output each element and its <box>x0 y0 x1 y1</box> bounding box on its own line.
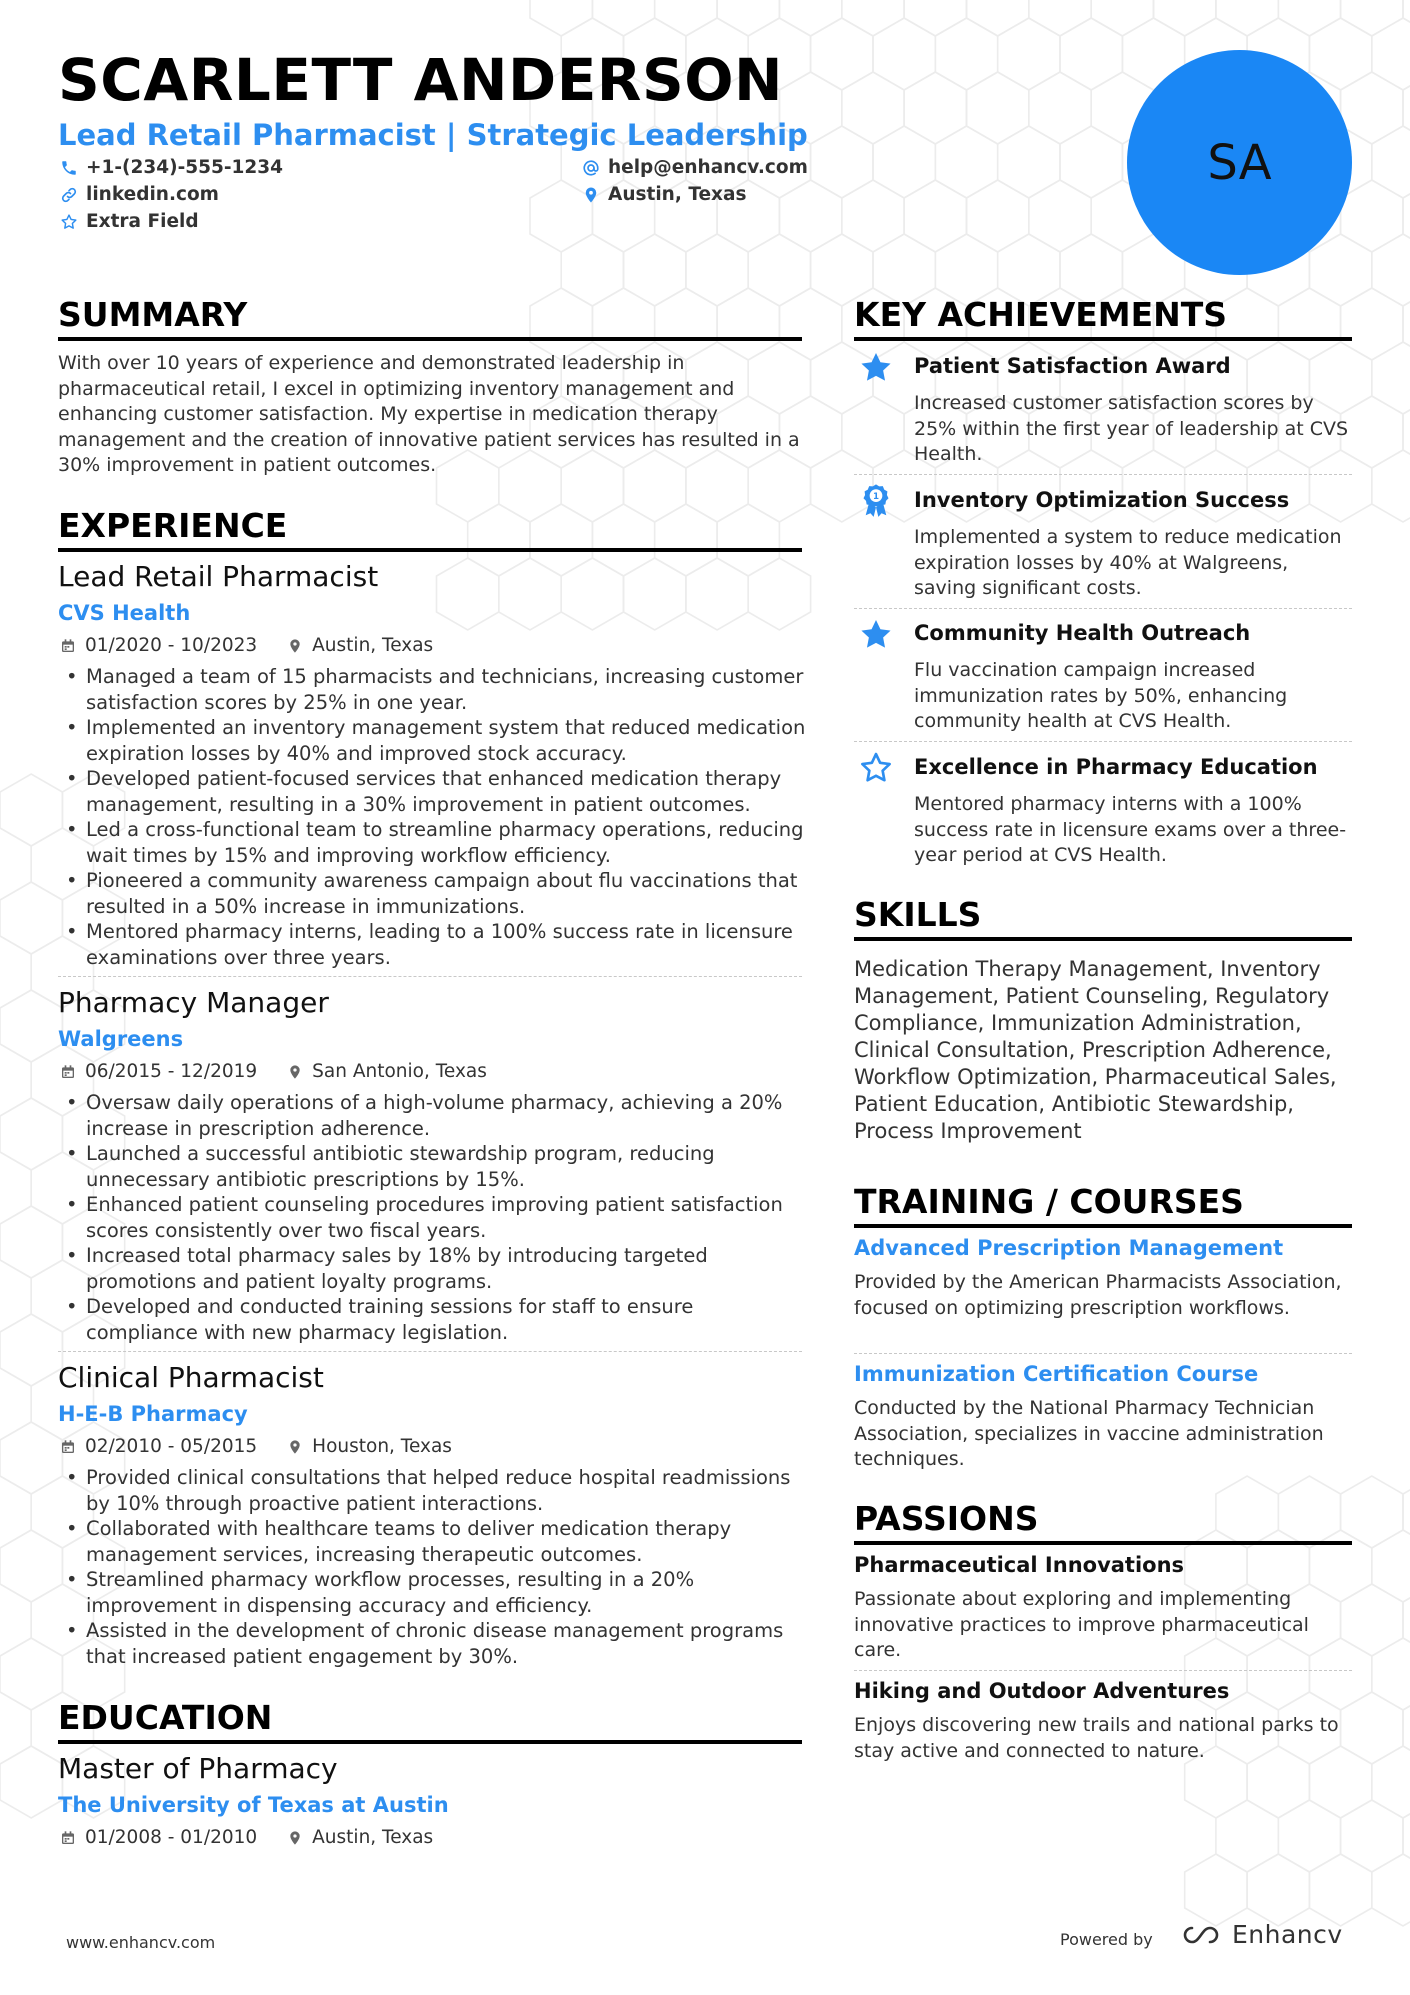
hexagon-pattern-cell <box>1029 72 1091 144</box>
achievement-title: Community Health Outreach <box>914 621 1251 645</box>
passions-rule <box>854 1541 1352 1545</box>
job-bullet: • Increased total pharmacy sales by 18% by introducing targeted promotions and patient loyalty programs. <box>58 1243 806 1294</box>
hexagon-pattern-cell <box>1154 0 1216 36</box>
hexagon-pattern-cell <box>1372 18 1410 90</box>
hexagon-pattern-cell <box>967 72 1029 144</box>
hexagon-pattern-cell <box>561 558 623 630</box>
job-bullet: • Pioneered a community awareness campaign about flu vaccinations that resulted in a 50% increase in immunizations. <box>58 868 806 919</box>
hexagon-pattern-cell <box>1372 1854 1410 1926</box>
hexagon-pattern-cell <box>1029 180 1091 252</box>
candidate-name: SCARLETT ANDERSON <box>58 46 784 114</box>
hexagon-pattern-cell <box>998 18 1060 90</box>
hexagon-pattern-cell <box>0 882 62 954</box>
hexagon-pattern-cell <box>0 936 31 1008</box>
experience-heading: EXPERIENCE <box>58 506 288 545</box>
hexagon-pattern-cell <box>1372 126 1410 198</box>
brand-logo[interactable] <box>1178 1920 1343 1949</box>
job-meta <box>60 1436 452 1457</box>
hexagon-pattern-cell <box>967 0 1029 36</box>
candidate-headline: Lead Retail Pharmacist | Strategic Leadership <box>58 118 808 152</box>
summary-text: With over 10 years of experience and demonstrated leadership in pharmaceutical retail, I excel in optimizing inventory management and enhancing customer satisfaction. My expertise in medication therapy management and the creation of innovative patient services has resulted in a 30% improvement in patient outcomes. <box>58 352 800 476</box>
hexagon-pattern-cell <box>0 990 62 1062</box>
hexagon-pattern-cell <box>1309 1854 1371 1926</box>
hexagon-pattern-cell <box>0 774 62 846</box>
hexagon-pattern-cell <box>1372 1530 1410 1602</box>
phone-icon <box>60 159 78 177</box>
course-text: Conducted by the National Pharmacy Technician Association, specializes in vaccine administration techniques. <box>854 1397 1324 1470</box>
hexagon-pattern-cell <box>748 234 810 306</box>
hexagon-pattern-cell <box>1403 1800 1410 1872</box>
contact-email[interactable] <box>582 157 808 178</box>
job-meta <box>60 635 433 656</box>
hexagon-pattern-cell <box>1247 1854 1309 1926</box>
job-bullet: • Collaborated with healthcare teams to deliver medication therapy management services, increasing therapeutic outcomes. <box>58 1516 806 1567</box>
job-bullets <box>58 1090 806 1345</box>
hexagon-pattern-cell <box>842 0 904 36</box>
job-bullet: • Enhanced patient counseling procedures improving patient satisfaction scores consistently over two fiscal years. <box>58 1192 806 1243</box>
calendar-icon <box>60 1830 76 1846</box>
hexagon-pattern-cell <box>779 0 841 36</box>
brand-name: Enhancv <box>1232 1920 1343 1949</box>
education-rule <box>58 1740 802 1744</box>
hexagon-pattern-cell <box>904 72 966 144</box>
education-school: The University of Texas at Austin <box>58 1793 449 1817</box>
location-pin-icon <box>287 1830 303 1846</box>
job-bullet: • Oversaw daily operations of a high-volume pharmacy, achieving a 20% increase in prescription adherence. <box>58 1090 806 1141</box>
hexagon-pattern-cell <box>1341 288 1403 360</box>
contact-phone-text: +1-(234)-555-1234 <box>86 157 284 178</box>
hexagon-pattern-cell <box>686 234 748 306</box>
hexagon-pattern-cell <box>935 126 997 198</box>
hexagon-pattern-cell <box>0 1638 62 1710</box>
education-heading: EDUCATION <box>58 1698 273 1737</box>
summary-rule <box>58 337 802 341</box>
avatar-initials: SA <box>1207 134 1272 191</box>
hexagon-pattern-cell <box>779 288 841 360</box>
job-location: Austin, Texas <box>312 635 434 656</box>
achievement-title: Inventory Optimization Success <box>914 488 1290 512</box>
hexagon-pattern-cell <box>499 558 561 630</box>
job-location: San Antonio, Texas <box>312 1061 487 1082</box>
award-ribbon-icon <box>857 482 895 520</box>
achievement-text: Implemented a system to reduce medication expiration losses by 40% at Walgreens, saving significant costs. <box>914 526 1342 599</box>
hexagon-pattern-cell <box>1278 288 1340 360</box>
calendar-icon <box>60 638 76 654</box>
hexagon-pattern-cell <box>1185 1854 1247 1926</box>
hexagon-pattern-cell <box>530 504 592 576</box>
job-bullet: • Managed a team of 15 pharmacists and technicians, increasing customer satisfaction scores by 25% in one year. <box>58 664 806 715</box>
contact-extra-field <box>60 211 199 232</box>
hexagon-pattern-cell <box>1341 0 1403 36</box>
hexagon-pattern-cell <box>1372 342 1410 414</box>
hexagon-pattern-cell <box>1278 0 1340 36</box>
job-bullet: • Developed and conducted training sessions for staff to ensure compliance with new pharmacy legislation. <box>58 1294 806 1345</box>
achievements-heading: KEY ACHIEVEMENTS <box>854 295 1228 334</box>
hexagon-pattern-cell <box>1403 396 1410 468</box>
hexagon-pattern-cell <box>1403 72 1410 144</box>
hexagon-pattern-cell <box>842 396 904 468</box>
hexagon-pattern-cell <box>998 126 1060 198</box>
hexagon-pattern-cell <box>1216 1476 1278 1548</box>
job-bullet: • Mentored pharmacy interns, leading to a 100% success rate in licensure examinations over three years. <box>58 919 806 970</box>
hexagon-pattern-cell <box>468 504 530 576</box>
hexagon-pattern-cell <box>1403 288 1410 360</box>
hexagon-pattern-cell <box>592 504 654 576</box>
star-filled-icon <box>857 616 895 654</box>
hexagon-pattern-cell <box>0 1746 62 1818</box>
hexagon-pattern-cell <box>0 1530 62 1602</box>
contact-location-text: Austin, Texas <box>608 184 747 205</box>
footer-url[interactable]: www.enhancv.com <box>66 1933 216 1952</box>
contact-phone[interactable] <box>60 157 283 178</box>
powered-by-label: Powered by <box>1060 1930 1153 1949</box>
hexagon-pattern-cell <box>717 0 779 36</box>
hexagon-pattern-cell <box>1341 72 1403 144</box>
hexagon-pattern-cell <box>437 558 499 630</box>
skills-list: Medication Therapy Management, Inventory Management, Patient Counseling, Regulatory Compliance, Immunization Administration, Clinical Consultation, Prescription Adherence, Workflow Optimization, Pharmaceutical Sales, Patient Education, Antibiotic Stewardship, Process Improvement <box>854 957 1337 1143</box>
achievement-divider <box>854 741 1352 742</box>
hexagon-pattern-cell <box>1403 0 1410 36</box>
hexagon-pattern-cell <box>1403 1692 1410 1764</box>
avatar <box>1127 50 1352 275</box>
hexagon-pattern-cell <box>1060 126 1122 198</box>
hexagon-pattern-cell <box>1403 180 1410 252</box>
hexagon-pattern-cell <box>655 504 717 576</box>
hexagon-pattern-cell <box>748 558 810 630</box>
achievement-divider <box>854 608 1352 609</box>
job-divider <box>58 976 802 977</box>
passion-title: Hiking and Outdoor Adventures <box>854 1679 1230 1703</box>
hexagon-pattern-cell <box>967 180 1029 252</box>
job-divider <box>58 1351 802 1352</box>
svg-text:1: 1 <box>872 491 880 502</box>
hexagon-pattern-cell <box>1216 0 1278 36</box>
hexagon-pattern-cell <box>0 1692 31 1764</box>
job-dates: 06/2015 - 12/2019 <box>85 1061 258 1082</box>
hexagon-pattern-cell <box>624 558 686 630</box>
calendar-icon <box>60 1439 76 1455</box>
hexagon-pattern-cell <box>1372 234 1410 306</box>
job-company: H-E-B Pharmacy <box>58 1402 248 1426</box>
hexagon-pattern-cell <box>1060 18 1122 90</box>
contact-extra-text: Extra Field <box>86 211 199 232</box>
education-degree: Master of Pharmacy <box>58 1752 338 1785</box>
education-meta <box>60 1827 433 1848</box>
summary-heading: SUMMARY <box>58 295 248 334</box>
hexagon-pattern-cell <box>0 1044 31 1116</box>
contact-email-text: help@enhancv.com <box>608 157 808 178</box>
job-company: Walgreens <box>58 1027 184 1051</box>
hexagon-pattern-cell <box>1278 1800 1340 1872</box>
hexagon-pattern-cell <box>1029 0 1091 36</box>
location-pin-icon <box>287 638 303 654</box>
star-outline-icon <box>857 749 895 787</box>
hexagon-pattern-cell <box>1341 180 1403 252</box>
hexagon-pattern-cell <box>1091 0 1153 36</box>
hexagon-pattern-cell <box>1372 1746 1410 1818</box>
course-title: Immunization Certification Course <box>854 1362 1259 1386</box>
job-company: CVS Health <box>58 601 191 625</box>
job-meta <box>60 1061 487 1082</box>
hexagon-pattern-cell <box>0 1368 31 1440</box>
hexagon-pattern-cell <box>1403 1584 1410 1656</box>
contact-linkedin-text: linkedin.com <box>86 184 219 205</box>
training-heading: TRAINING / COURSES <box>854 1182 1244 1221</box>
hexagon-pattern-cell <box>1341 1800 1403 1872</box>
location-pin-icon <box>287 1064 303 1080</box>
hexagon-pattern-cell <box>624 234 686 306</box>
hexagon-pattern-cell <box>1278 1476 1340 1548</box>
job-bullet: • Led a cross-functional team to streamline pharmacy operations, reducing wait times by 15% and improving workflow efficiency. <box>58 817 806 868</box>
achievement-title: Excellence in Pharmacy Education <box>914 755 1318 779</box>
job-bullet: • Provided clinical consultations that helped reduce hospital readmissions by 10% through proactive patient interactions. <box>58 1465 806 1516</box>
hexagon-pattern-cell <box>0 1152 31 1224</box>
hexagon-pattern-cell <box>655 288 717 360</box>
skills-rule <box>854 937 1352 941</box>
job-bullet: • Implemented an inventory management system that reduced medication expiration losses by 40% and improved stock accuracy. <box>58 715 806 766</box>
job-bullet: • Developed patient-focused services that enhanced medication therapy management, resulting in a 30% improvement in patient outcomes. <box>58 766 806 817</box>
hexagon-pattern-cell <box>1372 450 1410 522</box>
hexagon-pattern-cell <box>717 504 779 576</box>
job-bullet: • Launched a successful antibiotic stewardship program, reducing unnecessary antibiotic prescriptions by 15%. <box>58 1141 806 1192</box>
job-location: Houston, Texas <box>312 1436 452 1457</box>
hexagon-pattern-cell <box>0 1098 62 1170</box>
location-pin-icon <box>287 1439 303 1455</box>
job-bullet: • Assisted in the development of chronic disease management programs that increased patient engagement by 30%. <box>58 1618 806 1669</box>
location-pin-icon <box>582 186 600 204</box>
hexagon-pattern-cell <box>779 180 841 252</box>
calendar-icon <box>60 1064 76 1080</box>
hexagon-pattern-cell <box>0 828 31 900</box>
enhancv-logo-icon <box>1178 1923 1224 1947</box>
job-title: Clinical Pharmacist <box>58 1361 324 1394</box>
job-dates: 02/2010 - 05/2015 <box>85 1436 258 1457</box>
hexagon-pattern-cell <box>655 0 717 36</box>
contact-linkedin[interactable] <box>60 184 219 205</box>
hexagon-pattern-cell <box>842 180 904 252</box>
passion-divider <box>854 1670 1352 1671</box>
hexagon-pattern-cell <box>0 1260 31 1332</box>
hexagon-pattern-cell <box>1341 1476 1403 1548</box>
hexagon-pattern-cell <box>592 0 654 36</box>
hexagon-pattern-cell <box>873 126 935 198</box>
hexagon-pattern-cell <box>686 558 748 630</box>
link-icon <box>60 186 78 204</box>
job-bullets <box>58 1465 806 1669</box>
job-bullet: • Streamlined pharmacy workflow processes, resulting in a 20% improvement in dispensing accuracy and efficiency. <box>58 1567 806 1618</box>
passion-text: Enjoys discovering new trails and national parks to stay active and connected to nature. <box>854 1714 1339 1762</box>
education-dates: 01/2008 - 01/2010 <box>85 1827 258 1848</box>
hexagon-pattern-cell <box>873 18 935 90</box>
hexagon-pattern-cell <box>0 1314 62 1386</box>
star-outline-icon <box>60 213 78 231</box>
hexagon-pattern-cell <box>811 126 873 198</box>
skills-heading: SKILLS <box>854 895 982 934</box>
education-location: Austin, Texas <box>312 1827 434 1848</box>
job-dates: 01/2020 - 10/2023 <box>85 635 258 656</box>
course-text: Provided by the American Pharmacists Association, focused on optimizing prescription workflows. <box>854 1271 1342 1319</box>
hexagon-pattern-cell <box>904 0 966 36</box>
hexagon-pattern-cell <box>530 0 592 36</box>
hexagon-pattern-cell <box>904 180 966 252</box>
hexagon-pattern-cell <box>0 1476 31 1548</box>
job-title: Pharmacy Manager <box>58 986 329 1019</box>
achievement-title: Patient Satisfaction Award <box>914 354 1231 378</box>
experience-rule <box>58 548 802 552</box>
hexagon-pattern-cell <box>592 288 654 360</box>
job-title: Lead Retail Pharmacist <box>58 560 379 593</box>
star-filled-icon <box>857 349 895 387</box>
hexagon-pattern-cell <box>1216 1800 1278 1872</box>
achievement-text: Increased customer satisfaction scores by 25% within the first year of leadership at CVS Health. <box>914 392 1349 465</box>
hexagon-pattern-cell <box>935 18 997 90</box>
achievement-divider <box>854 474 1352 475</box>
course-divider <box>854 1353 1352 1354</box>
hexagon-pattern-cell <box>1403 1476 1410 1548</box>
course-title: Advanced Prescription Management <box>854 1236 1284 1260</box>
hexagon-pattern-cell <box>1309 234 1371 306</box>
hexagon-pattern-cell <box>842 72 904 144</box>
job-bullets <box>58 664 806 970</box>
passion-title: Pharmaceutical Innovations <box>854 1553 1185 1577</box>
hexagon-pattern-cell <box>530 288 592 360</box>
hexagon-pattern-cell <box>1309 18 1371 90</box>
training-rule <box>854 1224 1352 1228</box>
hexagon-pattern-cell <box>0 1422 62 1494</box>
hexagon-pattern-cell <box>717 288 779 360</box>
passions-heading: PASSIONS <box>854 1499 1039 1538</box>
hexagon-pattern-cell <box>0 1584 31 1656</box>
contact-location <box>582 184 746 205</box>
achievement-text: Mentored pharmacy interns with a 100% success rate in licensure exams over a three-year period at CVS Health. <box>914 793 1347 866</box>
achievements-rule <box>854 337 1352 341</box>
achievement-text: Flu vaccination campaign increased immunization rates by 50%, enhancing community health at CVS Health. <box>914 659 1288 732</box>
hexagon-pattern-cell <box>0 1206 62 1278</box>
hexagon-pattern-cell <box>811 18 873 90</box>
hexagon-pattern-cell <box>1372 1638 1410 1710</box>
at-sign-icon <box>582 159 600 177</box>
hexagon-pattern-cell <box>561 234 623 306</box>
passion-text: Passionate about exploring and implementing innovative practices to improve pharmaceutical care. <box>854 1588 1309 1661</box>
